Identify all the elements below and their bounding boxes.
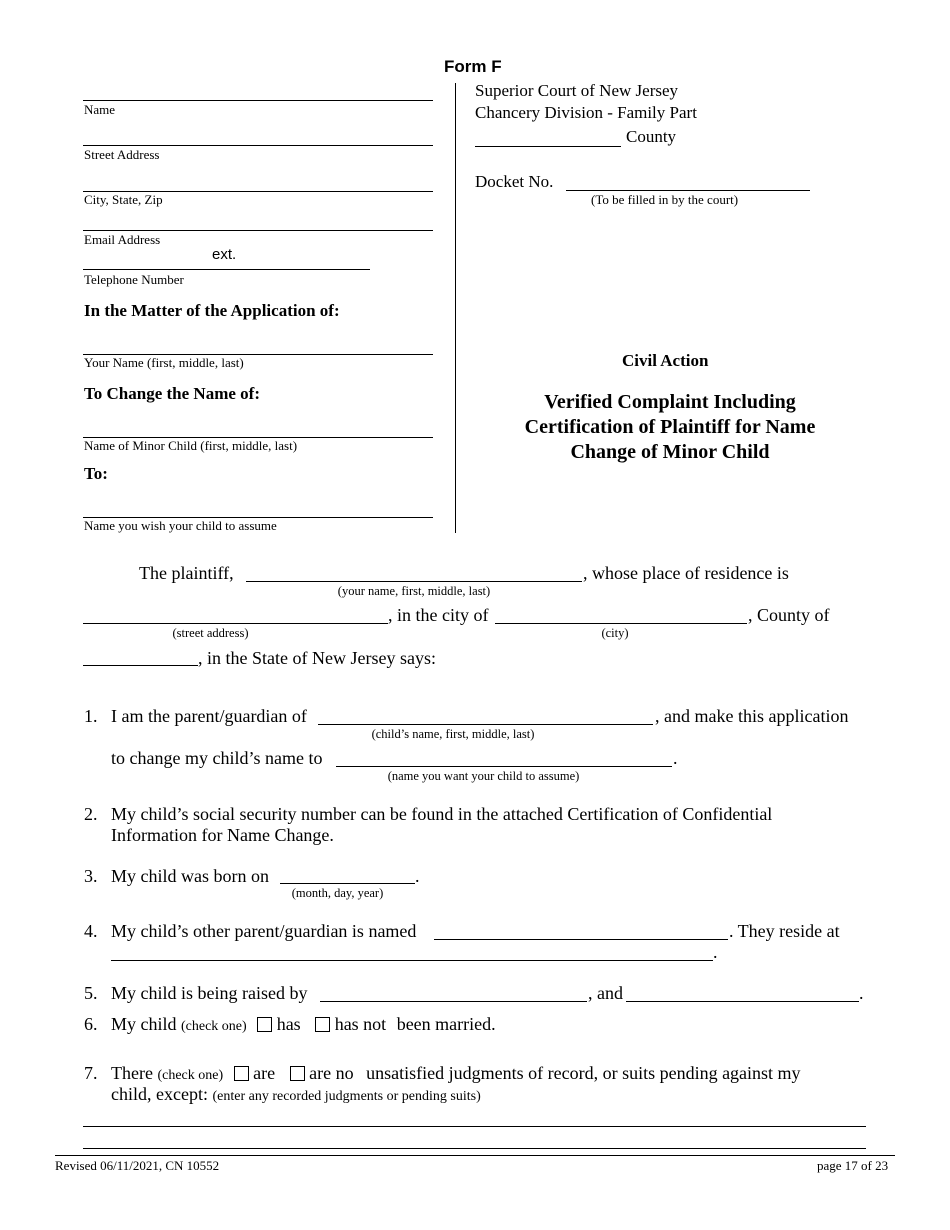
item4-text-a: My child’s other parent/guardian is named — [111, 921, 417, 941]
item1-text-d: . — [673, 748, 678, 768]
item4-text-b: . They reside at — [729, 921, 840, 941]
are-label: are — [253, 1063, 276, 1083]
civil-action: Civil Action — [622, 351, 709, 370]
street-address-line[interactable] — [83, 623, 388, 624]
item5-text-a: My child is being raised by — [111, 983, 308, 1003]
state-says-text: , in the State of New Jersey says: — [198, 648, 436, 668]
item6-num: 6. — [84, 1014, 98, 1034]
court-line2: Chancery Division - Family Part — [475, 103, 697, 122]
docket-label: Docket No. — [475, 172, 554, 191]
item3-end: . — [415, 866, 420, 886]
item7-text-a: There — [111, 1063, 153, 1083]
item2-line2: Information for Name Change. — [111, 825, 334, 845]
item1-caption-b: (name you want your child to assume) — [387, 769, 580, 783]
are-checkbox[interactable] — [234, 1066, 249, 1081]
to-heading: To: — [84, 464, 108, 483]
caption-divider — [455, 83, 456, 533]
item7-row2 — [111, 1084, 481, 1105]
item4-num: 4. — [84, 921, 98, 941]
title-line3: Change of Minor Child — [570, 441, 770, 463]
item3-text: My child was born on — [111, 866, 269, 886]
form-label: Form F — [444, 57, 502, 76]
name-label: Name — [84, 102, 116, 117]
county-name-line[interactable] — [83, 665, 198, 666]
email-line[interactable] — [83, 230, 433, 231]
item7-check-one: (check one) — [157, 1068, 224, 1083]
street-label: Street Address — [84, 147, 160, 162]
item7-row — [111, 1063, 801, 1084]
item6-text-b: been married. — [396, 1014, 496, 1034]
item6-text-a: My child — [111, 1014, 177, 1034]
birth-date-line[interactable] — [280, 883, 415, 884]
email-label: Email Address — [84, 232, 161, 247]
item1-num: 1. — [84, 706, 98, 726]
court-line1: Superior Court of New Jersey — [475, 81, 679, 100]
county-of-text: , County of — [748, 605, 830, 625]
item1-text-c: to change my child’s name to — [111, 748, 323, 768]
phone-line[interactable] — [83, 269, 370, 270]
has-not-label: has not — [334, 1014, 387, 1034]
item1-caption-a: (child’s name, first, middle, last) — [371, 727, 535, 741]
your-name-label: Your Name (first, middle, last) — [84, 355, 244, 370]
docket-line[interactable] — [566, 190, 810, 191]
are-no-label: are no — [309, 1063, 354, 1083]
new-name-line[interactable] — [336, 766, 672, 767]
item6-row — [111, 1014, 496, 1035]
item7-text-c: child, except: — [111, 1084, 208, 1104]
footer-rule — [55, 1155, 895, 1156]
docket-caption: (To be filled in by the court) — [591, 192, 739, 207]
minor-name-label: Name of Minor Child (first, middle, last) — [84, 438, 298, 453]
city-caption: (city) — [601, 626, 629, 640]
judgments-line-2[interactable] — [83, 1148, 866, 1149]
item7-text-b: unsatisfied judgments of record, or suits pending against my — [366, 1063, 801, 1083]
plaintiff-name-line[interactable] — [246, 581, 582, 582]
residence-text: , whose place of residence is — [583, 563, 789, 583]
judgments-line-1[interactable] — [83, 1126, 866, 1127]
item7-note: (enter any recorded judgments or pending suits) — [212, 1089, 481, 1104]
item2-line1: My child’s social security number can be found in the attached Certification of Confidential — [111, 804, 773, 824]
item3-num: 3. — [84, 866, 98, 886]
name-line[interactable] — [83, 100, 433, 101]
raised-by-line-1[interactable] — [320, 1001, 587, 1002]
raised-by-line-2[interactable] — [626, 1001, 859, 1002]
footer-revised: Revised 06/11/2021, CN 10552 — [55, 1158, 220, 1173]
has-not-checkbox[interactable] — [315, 1017, 330, 1032]
phone-label: Telephone Number — [84, 272, 184, 287]
title-line1: Verified Complaint Including — [544, 391, 796, 413]
footer-page: page 17 of 23 — [817, 1158, 889, 1173]
item5-num: 5. — [84, 983, 98, 1003]
ext-label: ext. — [212, 246, 237, 263]
city-of-text: , in the city of — [388, 605, 489, 625]
matter-heading: In the Matter of the Application of: — [84, 301, 340, 320]
city-label: City, State, Zip — [84, 192, 163, 207]
item1-text-a: I am the parent/guardian of — [111, 706, 307, 726]
title-line2: Certification of Plaintiff for Name — [524, 416, 816, 438]
street-caption: (street address) — [172, 626, 249, 640]
county-line[interactable] — [475, 146, 621, 147]
has-checkbox[interactable] — [257, 1017, 272, 1032]
item5-text-b: , and — [588, 983, 623, 1003]
item5-end: . — [859, 983, 864, 1003]
street-line[interactable] — [83, 145, 433, 146]
item2-num: 2. — [84, 804, 98, 824]
item6-check-one: (check one) — [181, 1019, 247, 1034]
county-label: County — [626, 127, 677, 146]
plaintiff-text: The plaintiff, — [139, 563, 234, 583]
city-name-line[interactable] — [495, 623, 747, 624]
child-name-line[interactable] — [318, 724, 653, 725]
has-label: has — [276, 1014, 301, 1034]
other-parent-address-line[interactable] — [111, 960, 713, 961]
item3-caption: (month, day, year) — [291, 886, 384, 900]
other-parent-line[interactable] — [434, 939, 728, 940]
document-title — [475, 390, 865, 465]
are-no-checkbox[interactable] — [290, 1066, 305, 1081]
item1-text-b: , and make this application — [655, 706, 849, 726]
item4-end: . — [713, 942, 718, 962]
change-heading: To Change the Name of: — [84, 384, 260, 403]
item7-num: 7. — [84, 1063, 98, 1083]
assume-name-label: Name you wish your child to assume — [84, 518, 277, 533]
plaintiff-caption: (your name, first, middle, last) — [337, 584, 491, 598]
